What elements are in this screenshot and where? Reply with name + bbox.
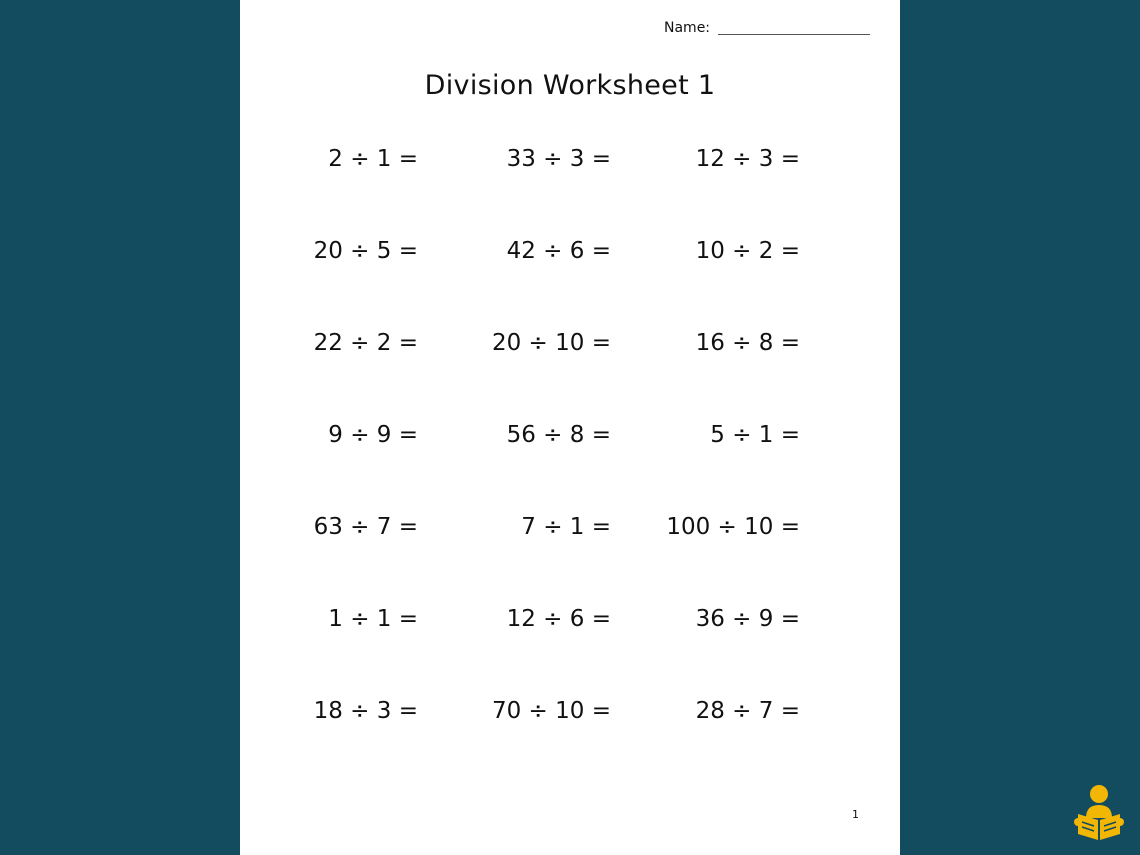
worksheet-page — [240, 0, 900, 855]
division-problem: 9 ÷ 9 = — [328, 422, 418, 448]
division-problem: 36 ÷ 9 = — [695, 606, 800, 632]
page-title: Division Worksheet 1 — [424, 70, 716, 101]
division-problem: 20 ÷ 10 = — [491, 330, 611, 356]
division-problem: 56 ÷ 8 = — [506, 422, 611, 448]
reading-person-icon — [1070, 784, 1124, 842]
name-label: Name: — [664, 20, 711, 36]
division-problem: 63 ÷ 7 = — [313, 514, 418, 540]
division-problem: 10 ÷ 2 = — [695, 238, 800, 264]
division-problem: 7 ÷ 1 = — [521, 514, 611, 540]
division-problem: 18 ÷ 3 = — [313, 698, 418, 724]
division-problem: 12 ÷ 3 = — [695, 146, 800, 172]
division-problem: 16 ÷ 8 = — [695, 330, 800, 356]
division-problem: 28 ÷ 7 = — [695, 698, 800, 724]
division-problem: 42 ÷ 6 = — [506, 238, 611, 264]
division-problem: 70 ÷ 10 = — [491, 698, 611, 724]
division-problem: 20 ÷ 5 = — [313, 238, 418, 264]
division-problem: 5 ÷ 1 = — [710, 422, 800, 448]
division-problem: 100 ÷ 10 = — [666, 514, 800, 540]
division-problem: 22 ÷ 2 = — [313, 330, 418, 356]
name-field — [664, 20, 870, 36]
page-number: 1 — [852, 808, 859, 821]
division-problem: 12 ÷ 6 = — [506, 606, 611, 632]
division-problem: 33 ÷ 3 = — [506, 146, 611, 172]
division-problem: 1 ÷ 1 = — [328, 606, 418, 632]
name-blank-line — [718, 34, 870, 35]
division-problem: 2 ÷ 1 = — [328, 146, 418, 172]
